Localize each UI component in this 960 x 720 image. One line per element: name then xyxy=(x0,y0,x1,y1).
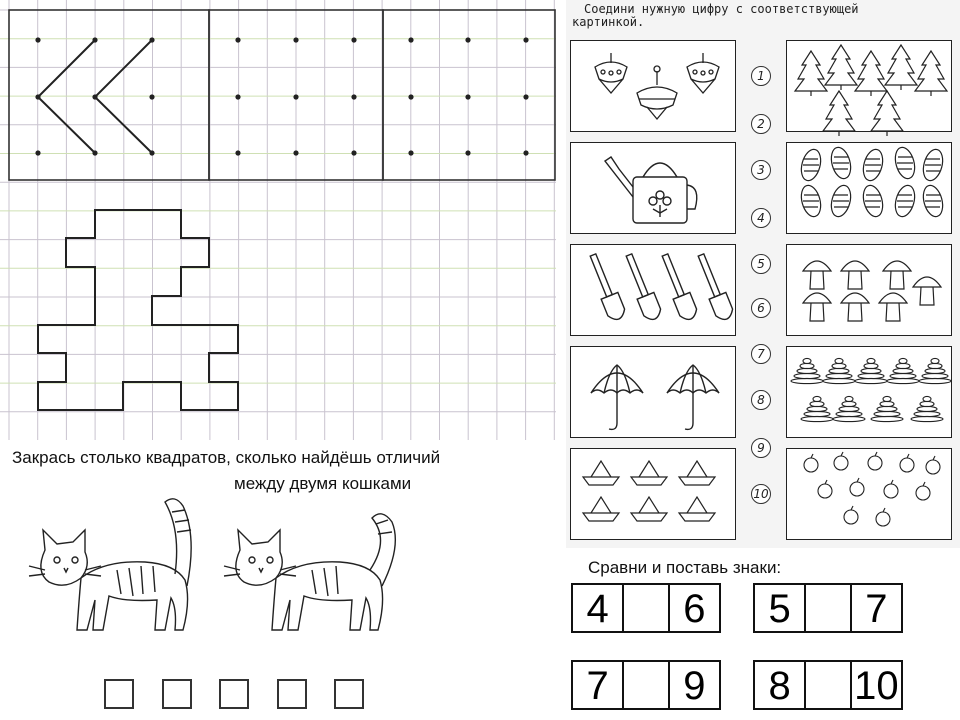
compare-pair xyxy=(571,660,721,710)
answer-square[interactable] xyxy=(104,679,134,709)
compare-pair xyxy=(753,660,903,710)
card-pine-cones[interactable] xyxy=(786,142,952,234)
compare-sign-slot[interactable] xyxy=(804,585,851,631)
compare-pair xyxy=(571,583,721,633)
number-circle-7[interactable]: 7 xyxy=(751,344,771,364)
compare-left-number: 4 xyxy=(586,587,609,631)
grid-dot xyxy=(523,37,528,42)
number-circle-10[interactable]: 10 xyxy=(751,484,771,504)
compare-right-number: 7 xyxy=(865,587,888,631)
matching-title-line2: картинкой. xyxy=(572,15,645,29)
answer-square[interactable] xyxy=(277,679,307,709)
apple-icon xyxy=(787,449,953,541)
number-circle-9[interactable]: 9 xyxy=(751,438,771,458)
compare-left-number: 8 xyxy=(768,664,791,708)
compare-right-number: 6 xyxy=(683,587,706,631)
card-shovels[interactable] xyxy=(570,244,736,336)
card-apples[interactable] xyxy=(786,448,952,540)
number-circle-6[interactable]: 6 xyxy=(751,298,771,318)
grid-dot xyxy=(293,94,298,99)
grid-dot xyxy=(149,94,154,99)
cats-title-line2: между двумя кошками xyxy=(234,474,412,493)
card-umbrellas[interactable] xyxy=(570,346,736,438)
number-circle-5[interactable]: 5 xyxy=(751,254,771,274)
grid-dot xyxy=(523,94,528,99)
compare-right-number: 9 xyxy=(683,664,706,708)
cat-left xyxy=(25,490,205,660)
compare-right-number: 10 xyxy=(854,664,899,708)
grid-dot xyxy=(235,94,240,99)
answer-square[interactable] xyxy=(219,679,249,709)
grid-dot xyxy=(35,150,40,155)
number-circle-2[interactable]: 2 xyxy=(751,114,771,134)
grid-dot xyxy=(523,150,528,155)
compare-sign-slot[interactable] xyxy=(622,662,669,708)
card-spinning-tops[interactable] xyxy=(570,40,736,132)
number-circle-8[interactable]: 8 xyxy=(751,390,771,410)
grid-dot xyxy=(408,37,413,42)
grid-dot xyxy=(293,150,298,155)
watering-can-icon xyxy=(571,143,737,235)
grid-worksheet xyxy=(0,0,560,440)
spinning-top-icon xyxy=(571,41,737,133)
grid-dot xyxy=(465,94,470,99)
compare-pair xyxy=(753,583,903,633)
compare-left-number: 5 xyxy=(768,587,791,631)
number-circle-3[interactable]: 3 xyxy=(751,160,771,180)
dot-frames xyxy=(9,10,555,180)
cat-right xyxy=(220,490,400,660)
grid-dot xyxy=(351,37,356,42)
grid-dot xyxy=(235,150,240,155)
card-toy-pyramids[interactable] xyxy=(786,346,952,438)
number-circle-4[interactable]: 4 xyxy=(751,208,771,228)
matching-title xyxy=(572,3,859,29)
grid-dot xyxy=(465,37,470,42)
grid-dot xyxy=(408,94,413,99)
grid-lines xyxy=(0,0,556,440)
grid-dot xyxy=(408,150,413,155)
card-watering-can[interactable] xyxy=(570,142,736,234)
paper-boat-icon xyxy=(571,449,737,541)
answer-square[interactable] xyxy=(162,679,192,709)
grid-dot xyxy=(235,37,240,42)
toy-pyramid-icon xyxy=(787,347,953,439)
answer-square[interactable] xyxy=(334,679,364,709)
grid-dot xyxy=(465,150,470,155)
compare-sign-slot[interactable] xyxy=(804,662,851,708)
compare-left-number: 7 xyxy=(586,664,609,708)
cats-title-line1: Закрась столько квадратов, сколько найдёшь отличий xyxy=(12,448,441,467)
pine-cone-icon xyxy=(787,143,953,235)
grid-dot xyxy=(293,37,298,42)
compare-title: Сравни и поставь знаки: xyxy=(588,558,782,577)
grid-dot xyxy=(351,150,356,155)
cats-title xyxy=(12,448,440,494)
grid-dot xyxy=(351,94,356,99)
shovel-icon xyxy=(571,245,737,337)
fir-tree-icon xyxy=(787,41,953,133)
number-circle-1[interactable]: 1 xyxy=(751,66,771,86)
mushroom-icon xyxy=(787,245,953,337)
card-fir-trees[interactable] xyxy=(786,40,952,132)
compare-sign-slot[interactable] xyxy=(622,585,669,631)
card-paper-boats[interactable] xyxy=(570,448,736,540)
grid-dot xyxy=(35,37,40,42)
matching-title-line1: Соедини нужную цифру с соответствующей xyxy=(584,2,859,16)
card-mushrooms[interactable] xyxy=(786,244,952,336)
umbrella-icon xyxy=(571,347,737,439)
